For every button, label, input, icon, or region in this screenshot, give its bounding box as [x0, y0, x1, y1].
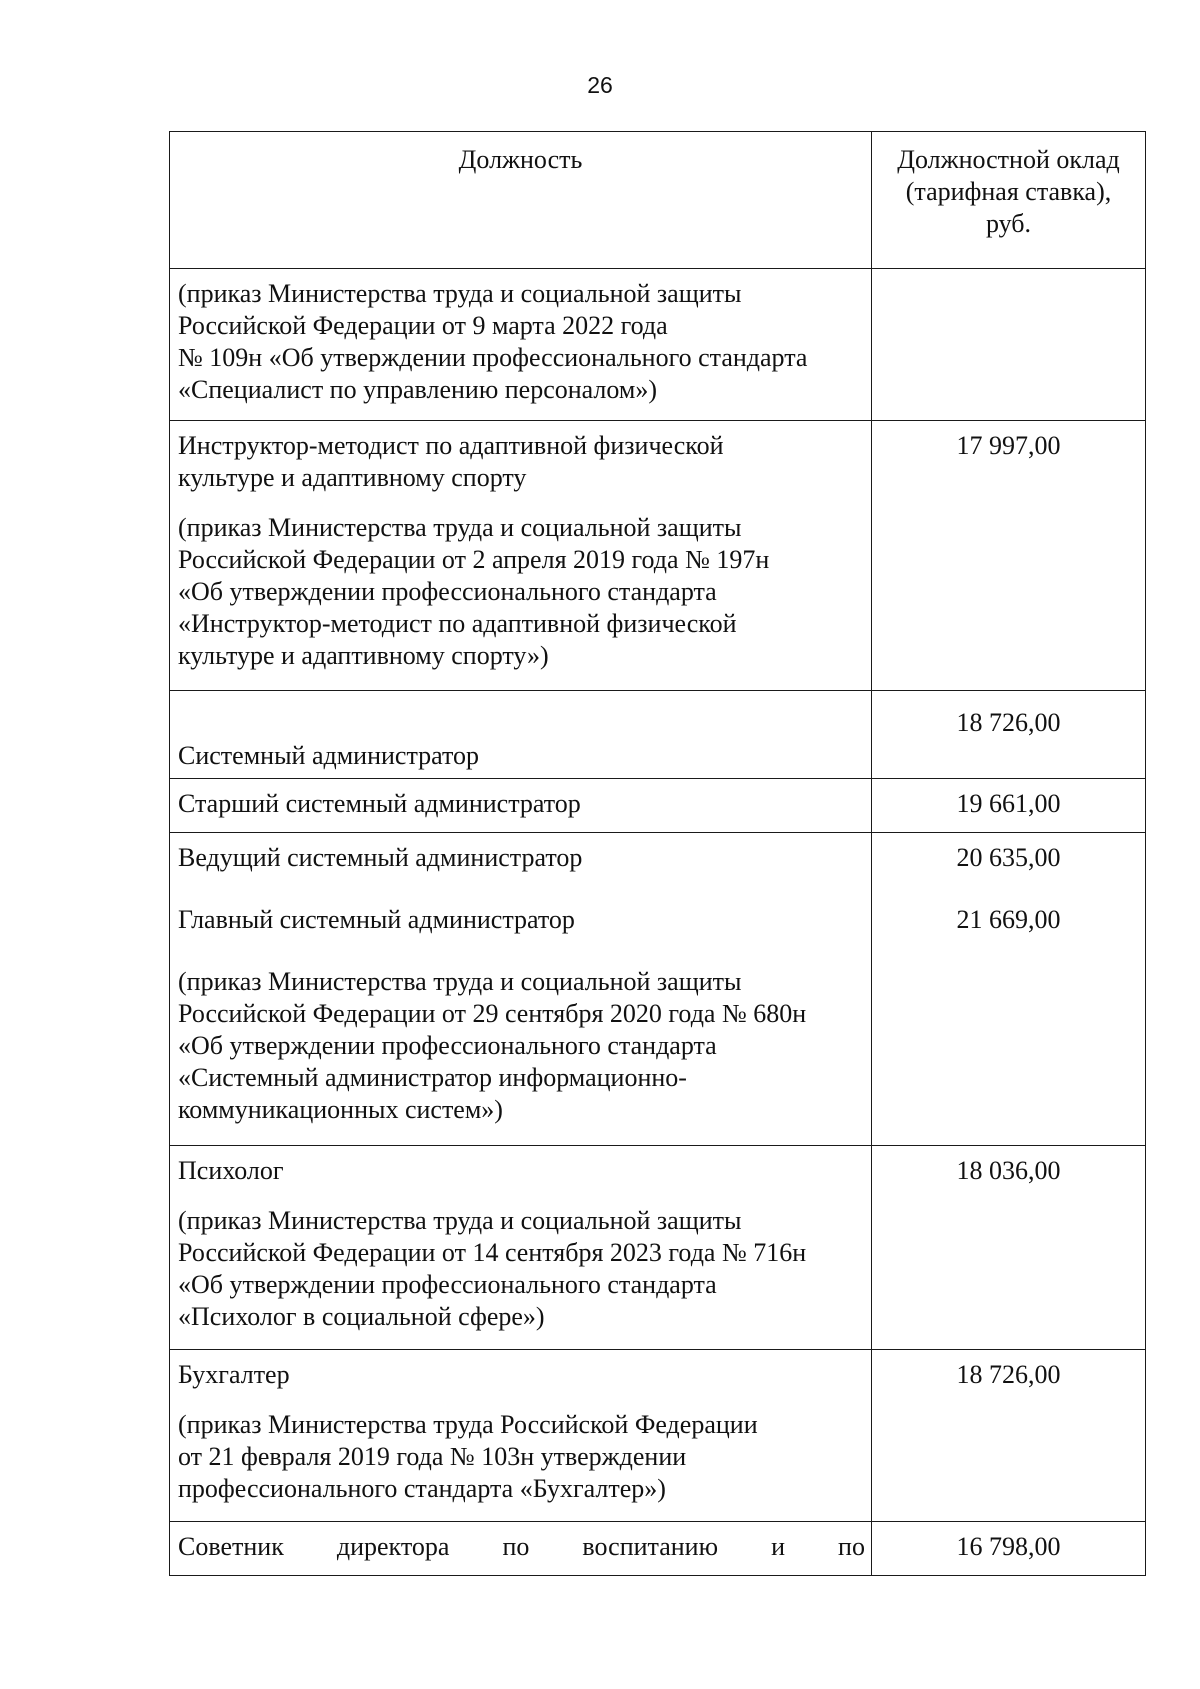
title-word: Советник [178, 1532, 284, 1561]
salary-table [169, 131, 1146, 1576]
header-salary [872, 132, 1146, 269]
order-line: «Психолог в социальной сфере») [178, 1302, 545, 1331]
position-title: Бухгалтер [178, 1360, 290, 1389]
salary-value: 20 635,00 [956, 843, 1061, 872]
salary-cell: 16 798,00 [872, 1522, 1146, 1576]
salary-value: 21 669,00 [956, 905, 1061, 934]
order-line: Российской Федерации от 9 марта 2022 года [178, 311, 668, 340]
salary-cell: 17 997,00 [872, 421, 1146, 691]
position-cell [170, 691, 872, 779]
salary-cell: 18 726,00 [872, 1350, 1146, 1522]
order-line: Российской Федерации от 14 сентября 2023 года № 716н [178, 1238, 807, 1267]
title-word: и [771, 1532, 785, 1561]
order-line: «Системный администратор информационно- [178, 1063, 687, 1092]
order-line: (приказ Министерства труда и социальной защиты [178, 279, 742, 308]
position-title: Психолог [178, 1156, 284, 1185]
order-line: № 109н «Об утверждении профессионального стандарта [178, 343, 808, 372]
header-salary-line: руб. [985, 209, 1032, 238]
order-line: «Инструктор-методист по адаптивной физической [178, 609, 737, 638]
salary-cell [872, 833, 1146, 1146]
salary-cell: 18 726,00 [872, 691, 1146, 779]
header-salary-line: (тарифная ставка), [905, 177, 1112, 206]
position-title: Главный системный администратор [178, 905, 575, 934]
position-title [178, 1531, 865, 1563]
order-line: «Об утверждении профессионального стандарта [178, 1031, 717, 1060]
page-number: 26 [587, 72, 613, 98]
salary-cell: 18 036,00 [872, 1146, 1146, 1350]
position-title: культуре и адаптивному спорту [178, 463, 527, 492]
position-cell [170, 1350, 872, 1522]
table-row [170, 421, 1146, 691]
position-cell [170, 833, 872, 1146]
order-line: от 21 февраля 2019 года № 103н утверждении [178, 1442, 687, 1471]
position-cell [170, 1146, 872, 1350]
table-row [170, 779, 1146, 833]
order-line: (приказ Министерства труда и социальной защиты [178, 513, 742, 542]
table-row [170, 691, 1146, 779]
position-cell [170, 269, 872, 421]
table-row [170, 269, 1146, 421]
header-position: Должность [170, 132, 872, 269]
table-header-row [170, 132, 1146, 269]
table-row [170, 833, 1146, 1146]
title-word: по [502, 1532, 530, 1561]
order-line: «Об утверждении профессионального стандарта [178, 577, 717, 606]
title-word: по [838, 1532, 865, 1561]
position-cell [170, 421, 872, 691]
salary-cell: 19 661,00 [872, 779, 1146, 833]
order-line: Российской Федерации от 2 апреля 2019 года № 197н [178, 545, 770, 574]
table-row [170, 1522, 1146, 1576]
position-title: Ведущий системный администратор [178, 843, 583, 872]
position-cell: Старший системный администратор [170, 779, 872, 833]
position-title: Инструктор-методист по адаптивной физической [178, 431, 724, 460]
position-cell [170, 1522, 872, 1576]
position-title: Системный администратор [178, 741, 480, 770]
title-word: воспитанию [582, 1532, 719, 1561]
order-line: Российской Федерации от 29 сентября 2020 года № 680н [178, 999, 807, 1028]
order-line: «Об утверждении профессионального стандарта [178, 1270, 717, 1299]
salary-cell [872, 269, 1146, 421]
order-line: культуре и адаптивному спорту») [178, 641, 549, 670]
order-line: (приказ Министерства труда и социальной защиты [178, 1206, 742, 1235]
order-line: «Специалист по управлению персоналом») [178, 375, 658, 404]
order-line: коммуникационных систем») [178, 1095, 503, 1124]
table-row [170, 1146, 1146, 1350]
table-row [170, 1350, 1146, 1522]
order-line: (приказ Министерства труда Российской Федерации [178, 1410, 758, 1439]
title-word: директора [336, 1532, 450, 1561]
order-line: профессионального стандарта «Бухгалтер») [178, 1474, 666, 1503]
header-salary-line: Должностной оклад [897, 145, 1120, 174]
order-line: (приказ Министерства труда и социальной защиты [178, 967, 742, 996]
